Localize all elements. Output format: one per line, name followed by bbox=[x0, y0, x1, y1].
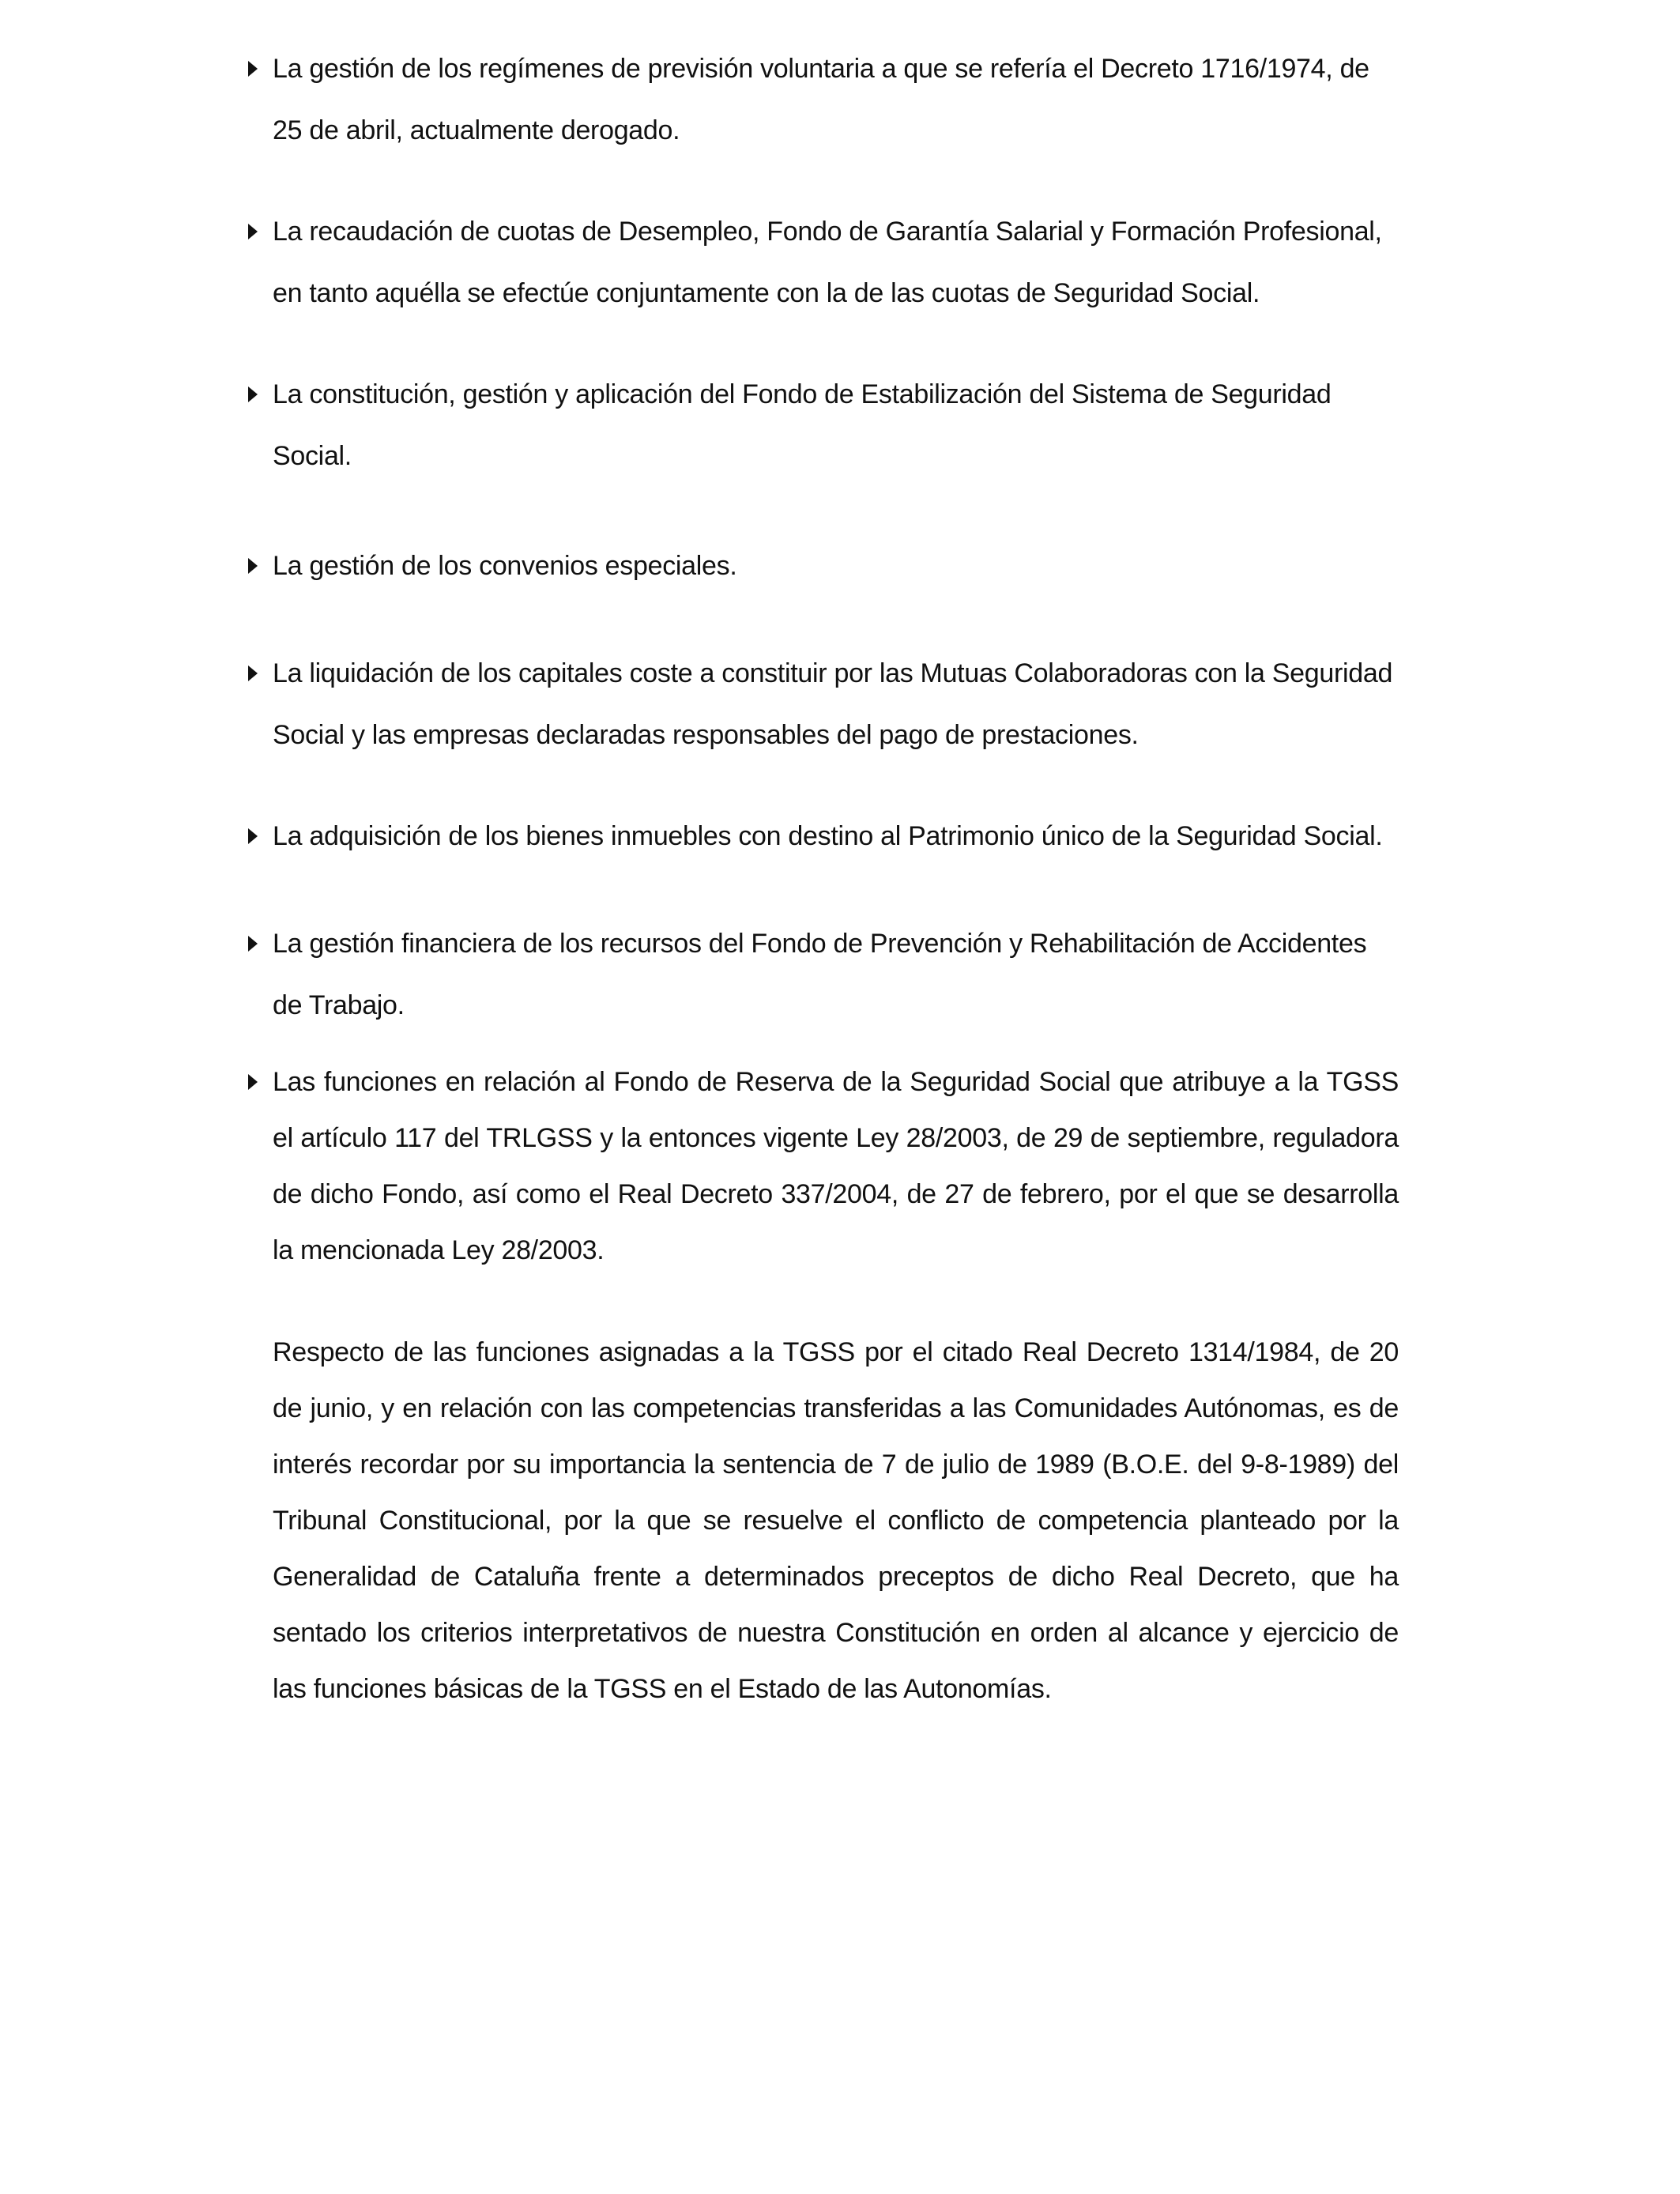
triangle-bullet-icon bbox=[248, 665, 258, 681]
bullet-item-capital-liquidation bbox=[245, 643, 1399, 766]
bullet-item-special-agreements bbox=[245, 535, 1399, 597]
bullet-item-contribution-collection bbox=[245, 201, 1399, 324]
triangle-bullet-icon bbox=[248, 936, 258, 952]
bullet-item-voluntary-schemes bbox=[245, 38, 1399, 161]
triangle-bullet-icon bbox=[248, 828, 258, 844]
document-content bbox=[245, 38, 1399, 1744]
bullet-item-stabilization-fund bbox=[245, 364, 1399, 487]
body-paragraph: Respecto de las funciones asignadas a la TGSS por el citado Real Decreto 1314/1984, de 20 de junio, y en relación con las competencias transferidas a las Comunidades Autónomas, es de interés recordar por su importancia la sentencia de 7 de julio de 1989 (B.O.E. del 9-8-1989) del Tribunal Constitucional, por la que se resuelve el conflicto de competencia planteado por la Generalidad de Cataluña frente a determinados preceptos de dicho Real Decreto, que ha sentado los criterios interpretativos de nuestra Constitución en orden al alcance y ejercicio de las funciones básicas de la TGSS en el Estado de las Autonomías. bbox=[273, 1337, 1399, 1704]
bullet-text: La gestión de los regímenes de previsión voluntaria a que se refería el Decreto 1716/1974, de 25 de abril, actualmente derogado. bbox=[273, 54, 1369, 145]
bullet-text: La gestión de los convenios especiales. bbox=[273, 551, 737, 581]
bullet-text: Las funciones en relación al Fondo de Reserva de la Seguridad Social que atribuye a la TGSS el artículo 117 del TRLGSS y la entonces vigente Ley 28/2003, de 29 de septiembre, reguladora de dicho Fondo, así como el Real Decreto 337/2004, de 27 de febrero, por el que se desarrolla la mencionada Ley 28/2003. bbox=[273, 1067, 1399, 1265]
triangle-bullet-icon bbox=[248, 558, 258, 574]
bullet-text: La constitución, gestión y aplicación del Fondo de Estabilización del Sistema de Seguridad Social. bbox=[273, 379, 1332, 471]
bullet-item-reserve-fund bbox=[245, 1054, 1399, 1279]
triangle-bullet-icon bbox=[248, 61, 258, 77]
triangle-bullet-icon bbox=[248, 224, 258, 239]
bullet-text: La recaudación de cuotas de Desempleo, Fondo de Garantía Salarial y Formación Profesional, en tanto aquélla se efectúe conjuntamente con la de las cuotas de Seguridad Social. bbox=[273, 217, 1382, 308]
triangle-bullet-icon bbox=[248, 1074, 258, 1090]
bullet-text: La liquidación de los capitales coste a constituir por las Mutuas Colaboradoras con la Seguridad Social y las empresas declaradas responsables del pago de prestaciones. bbox=[273, 658, 1393, 750]
bullet-item-prevention-fund bbox=[245, 913, 1399, 1036]
triangle-bullet-icon bbox=[248, 386, 258, 402]
bullet-text: La gestión financiera de los recursos del Fondo de Prevención y Rehabilitación de Accidentes de Trabajo. bbox=[273, 929, 1367, 1020]
bullet-text: La adquisición de los bienes inmuebles con destino al Patrimonio único de la Seguridad Social. bbox=[273, 821, 1383, 851]
bullet-item-real-estate bbox=[245, 805, 1399, 867]
